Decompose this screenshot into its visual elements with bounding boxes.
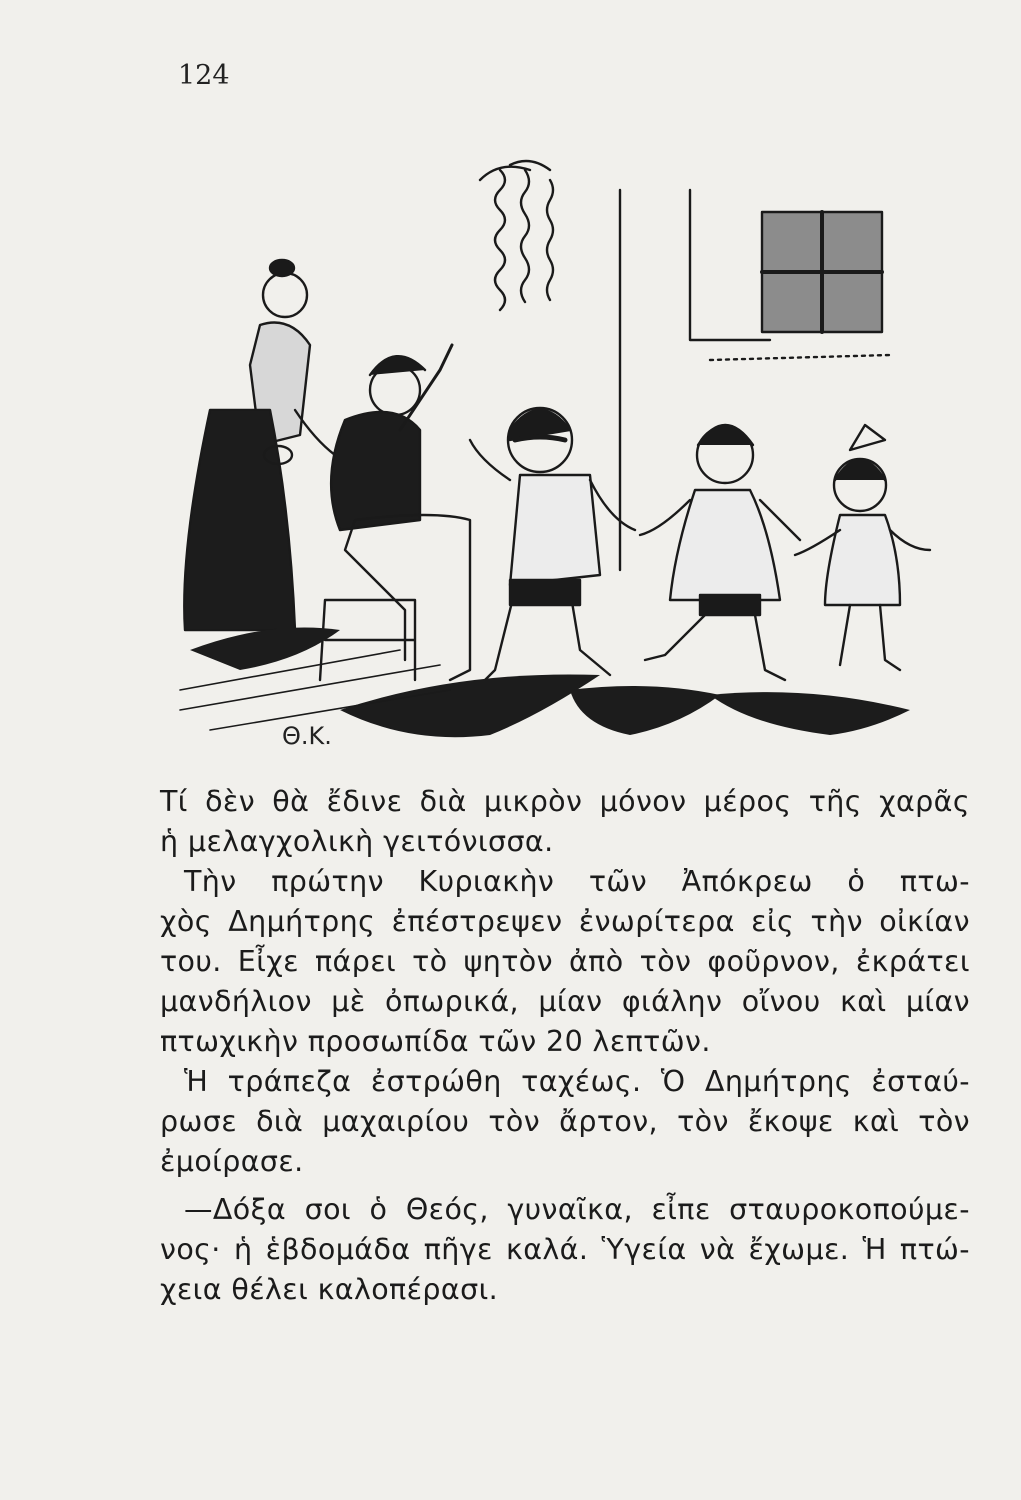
word: Δημήτρης [228,905,376,938]
word: καὶ [840,985,887,1018]
word: ἑβδομάδα [265,1233,411,1266]
word: θὰ [272,785,310,818]
word: τὴν [810,905,863,938]
masked-boy-figure [470,408,635,690]
hanging-decorations [480,161,553,310]
word: Ὑγεία [601,1233,687,1266]
middle-boy-figure [640,425,800,680]
text-line [160,1102,970,1142]
word: μὲ [331,985,366,1018]
word: ἡ [233,1233,253,1266]
word: πτώ- [899,1233,970,1266]
word: ἔδινε [326,785,403,818]
word: χαρᾶς [879,785,970,818]
word: μανδήλιον [160,985,312,1018]
word: μίαν [905,985,970,1018]
word: πτω- [899,865,970,898]
word: μαχαιρίου [322,1105,470,1138]
word: Δημήτρης [704,1065,852,1098]
word: ἐπέστρεψεν [391,905,563,938]
text-line: πτωχικὴν προσωπίδα τῶν 20 λεπτῶν. [160,1025,711,1058]
illustration [150,150,970,765]
window [690,190,890,360]
text-line: ἐμοίρασε. [160,1145,304,1178]
word: δὲν [205,785,256,818]
word: καὶ [852,1105,900,1138]
floor-shadows [190,628,910,738]
word: τὸν [639,945,692,978]
word: Εἶχε [237,945,299,978]
text-line [160,982,970,1022]
word: Ὁ [660,1065,686,1098]
text-line: χεια θέλει καλοπέρασι. [160,1273,499,1306]
word: μέρος [703,785,792,818]
word: Ἡ [184,1065,209,1098]
word: Τί [160,785,188,818]
word: Ἡ [862,1233,887,1266]
word: τὸν [488,1105,541,1138]
word: οἰκίαν [879,905,970,938]
word: γυναῖκα, [507,1193,633,1226]
word: ἐστρώθη [370,1065,502,1098]
word: πάρει [314,945,397,978]
text-line [160,1062,970,1102]
word: οἴνου [741,985,821,1018]
word: Τὴν [184,865,237,898]
word: νος· [160,1233,221,1266]
word: τὸν [677,1105,729,1138]
word: ἐκράτει [855,945,970,978]
word: φοῦρνον, [707,945,840,978]
word: τὸ [412,945,448,978]
word: χὸς [160,905,212,938]
word: τὸν [918,1105,970,1138]
word: εἰς [751,905,795,938]
word: τῶν [588,865,648,898]
father-figure [320,345,470,680]
word: νὰ [699,1233,736,1266]
word: του. [160,945,222,978]
word: ἐνωρίτερα [578,905,735,938]
mother-figure [184,260,335,630]
word: τράπεζα [227,1065,352,1098]
text-line [160,862,970,902]
word: πρώτην [271,865,384,898]
word: εἶπε [651,1193,711,1226]
word: Ἀπόκρεω [681,865,813,898]
text-line: ἡ μελαγχολικὴ γειτόνισσα. [160,825,554,858]
word: ἄρτον, [559,1105,659,1138]
text-line [160,1190,970,1230]
word: ταχέως. [521,1065,642,1098]
word: τῆς [808,785,862,818]
word: ὁ [369,1193,388,1226]
word: Κυριακὴν [418,865,555,898]
word: σοι [304,1193,351,1226]
text-line [160,782,970,822]
word: Θεός, [405,1193,489,1226]
word: ψητὸν [463,945,553,978]
word: σταυροκοπούμε- [729,1193,970,1226]
word: πῆγε [423,1233,493,1266]
text-line [160,902,970,942]
word: ἀπὸ [569,945,624,978]
word: φιάλην [621,985,723,1018]
word: καλά. [506,1233,589,1266]
body-text [160,782,970,1310]
word: ρωσε [160,1105,238,1138]
page-number: 124 [178,60,230,91]
word: ἔχωμε. [748,1233,850,1266]
word: μικρὸν [483,785,583,818]
word: —Δόξα [184,1193,287,1226]
word: διὰ [419,785,467,818]
illustrator-signature: Θ.Κ. [282,722,332,750]
text-line [160,942,970,982]
word: μόνον [599,785,687,818]
girl-figure [795,425,930,670]
word: ἔκοψε [747,1105,834,1138]
word: ἐσταύ- [871,1065,970,1098]
word: ὁ [847,865,866,898]
word: διὰ [256,1105,304,1138]
word: μίαν [538,985,603,1018]
text-line [160,1230,970,1270]
word: ὀπωρικά, [384,985,519,1018]
